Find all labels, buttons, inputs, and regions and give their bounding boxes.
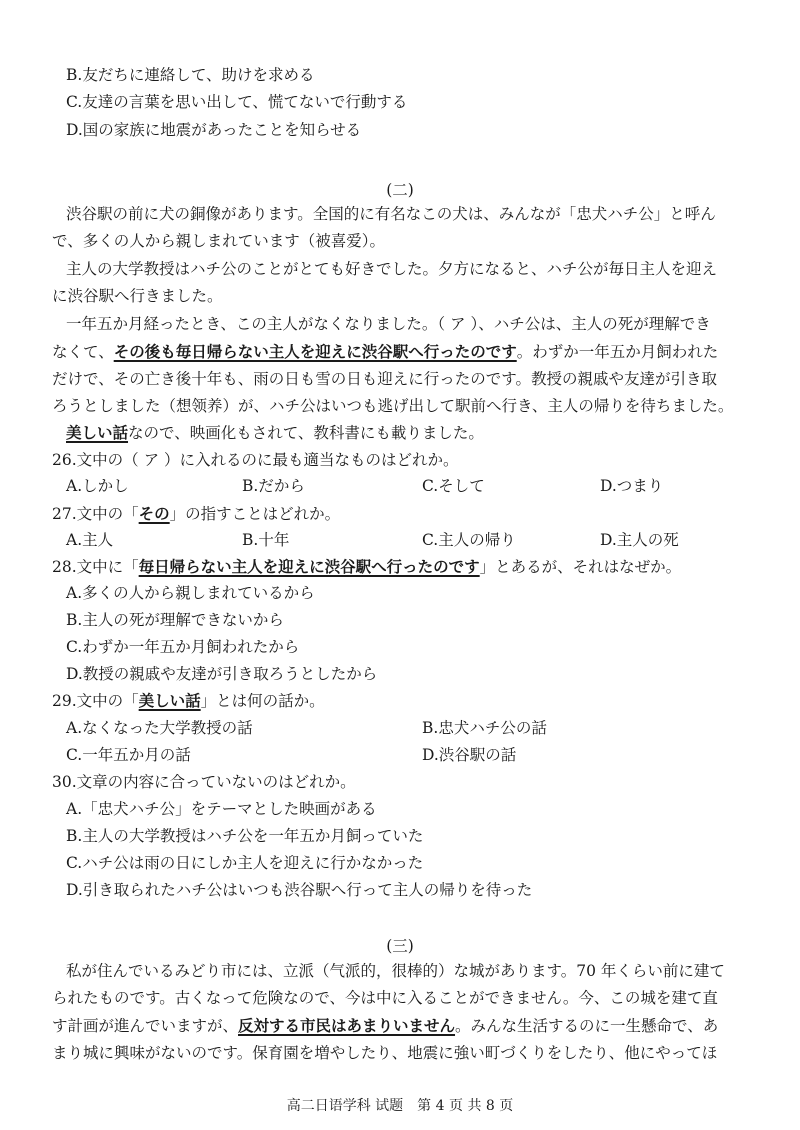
- text-span: す計画が進んでいますが、: [52, 1017, 239, 1035]
- q26-option-d: D.つまり: [600, 477, 664, 495]
- text-span: 28.文中に「: [52, 558, 139, 576]
- passage-2-line: 主人の大学教授はハチ公のことがとても好きでした。夕方になると、ハチ公が毎日主人を迎え: [66, 260, 718, 278]
- question-29-stem: [52, 691, 325, 711]
- passage-2-line: 渋谷駅の前に犬の銅像があります。全国的に有名なこの犬は、みんなが「忠犬ハチ公」と呼ん: [66, 205, 716, 223]
- underlined-phrase: 毎日帰らない主人を迎えに渋谷駅へ行ったのです: [138, 557, 480, 576]
- underlined-phrase: 反対する市民はあまりいません: [238, 1016, 456, 1035]
- q26-option-b: B.だから: [242, 477, 305, 495]
- q29-option-a: A.なくなった大学教授の話: [66, 719, 253, 737]
- q28-option-b: B.主人の死が理解できないから: [66, 611, 284, 629]
- underlined-phrase: 美しい話: [138, 691, 201, 710]
- passage-2-line: だけで、その亡き後十年も、雨の日も雪の日も迎えに行ったのです。教授の親戚や友達が引き取: [52, 370, 717, 388]
- text-span: なくて、: [52, 343, 114, 361]
- passage-3-line: られたものです。古くなって危険なので、今は中に入ることができません。今、この城を建て直: [52, 989, 718, 1007]
- q29-option-d: D.渋谷駅の話: [422, 746, 517, 764]
- text-span: 」の指すことはどれか。: [169, 505, 341, 523]
- q28-option-c: C.わずか一年五か月飼われたから: [66, 638, 300, 656]
- q27-option-a: A.主人: [66, 531, 114, 549]
- q30-option-c: C.ハチ公は雨の日にしか主人を迎えに行かなかった: [66, 854, 424, 872]
- text-span: 。みんな生活するのに一生懸命で、あ: [455, 1017, 719, 1035]
- q30-option-d: D.引き取られたハチ公はいつも渋谷駅へ行って主人の帰りを待った: [66, 881, 533, 899]
- passage-3-line: 私が住んでいるみどり市には、立派（气派的，很棒的）な城があります。70 年くらい前に建て: [66, 962, 725, 980]
- q29-option-b: B.忠犬ハチ公の話: [422, 719, 547, 737]
- question-28-stem: [52, 557, 681, 577]
- text-span: 」とは何の話か。: [200, 692, 325, 710]
- q27-option-d: D.主人の死: [600, 531, 679, 549]
- passage-3-line: [52, 1016, 718, 1036]
- passage-3-line: まり城に興味がないのです。保育園を増やしたり、地震に強い町づくりをしたり、他にやってほ: [52, 1044, 718, 1062]
- section-2-header: (二): [386, 181, 414, 199]
- question-27-stem: [52, 504, 340, 524]
- q26-option-a: A.しかし: [66, 477, 129, 495]
- underlined-phrase: 美しい話: [66, 423, 129, 442]
- q28-option-a: A.多くの人から親しまれているから: [66, 584, 315, 602]
- text-span: 。わずか一年五か月飼われた: [516, 343, 719, 361]
- text-span: 」とあるが、それはなぜか。: [479, 558, 682, 576]
- q25-option-c: C.友達の言葉を思い出して、慌てないで行動する: [66, 93, 408, 111]
- underlined-phrase: その後も毎日帰らない主人を迎えに渋谷駅へ行ったのです: [113, 342, 517, 361]
- q28-option-d: D.教授の親戚や友達が引き取ろうとしたから: [66, 665, 378, 683]
- passage-2-line: [66, 423, 484, 443]
- question-26-stem: 26.文中の（ ア ）に入れるのに最も適当なものはどれか。: [52, 451, 459, 469]
- q26-option-c: C.そして: [422, 477, 485, 495]
- q25-option-d: D.国の家族に地震があったことを知らせる: [66, 121, 362, 139]
- passage-2-line: ろうとしました（想领养）が、ハチ公はいつも逃げ出して駅前へ行き、主人の帰りを待ちました。: [52, 397, 734, 415]
- q29-option-c: C.一年五か月の話: [66, 746, 191, 764]
- page-footer: 高二日语学科 试题 第 4 页 共 8 页: [286, 1098, 514, 1114]
- section-3-header: (三): [386, 937, 414, 955]
- q30-option-b: B.主人の大学教授はハチ公を一年五か月飼っていた: [66, 827, 424, 845]
- text-span: 29.文中の「: [52, 692, 139, 710]
- q30-option-a: A.「忠犬ハチ公」をテーマとした映画がある: [66, 800, 377, 818]
- q27-option-b: B.十年: [242, 531, 290, 549]
- question-30-stem: 30.文章の内容に合っていないのはどれか。: [52, 773, 356, 791]
- underlined-phrase: その: [138, 504, 170, 523]
- passage-2-line: [52, 342, 718, 362]
- passage-2-line: で、多くの人から親しまれています（被喜爱）。: [52, 232, 385, 250]
- q27-option-c: C.主人の帰り: [422, 531, 516, 549]
- passage-2-line: 一年五か月経ったとき、この主人がなくなりました。（ ア ）、ハチ公は、主人の死が理解でき: [66, 315, 711, 333]
- q25-option-b: B.友だちに連絡して、助けを求める: [66, 66, 315, 84]
- text-span: なので、映画化もされて、教科書にも載りました。: [128, 424, 484, 442]
- passage-2-line: に渋谷駅へ行きました。: [52, 287, 223, 305]
- text-span: 27.文中の「: [52, 505, 139, 523]
